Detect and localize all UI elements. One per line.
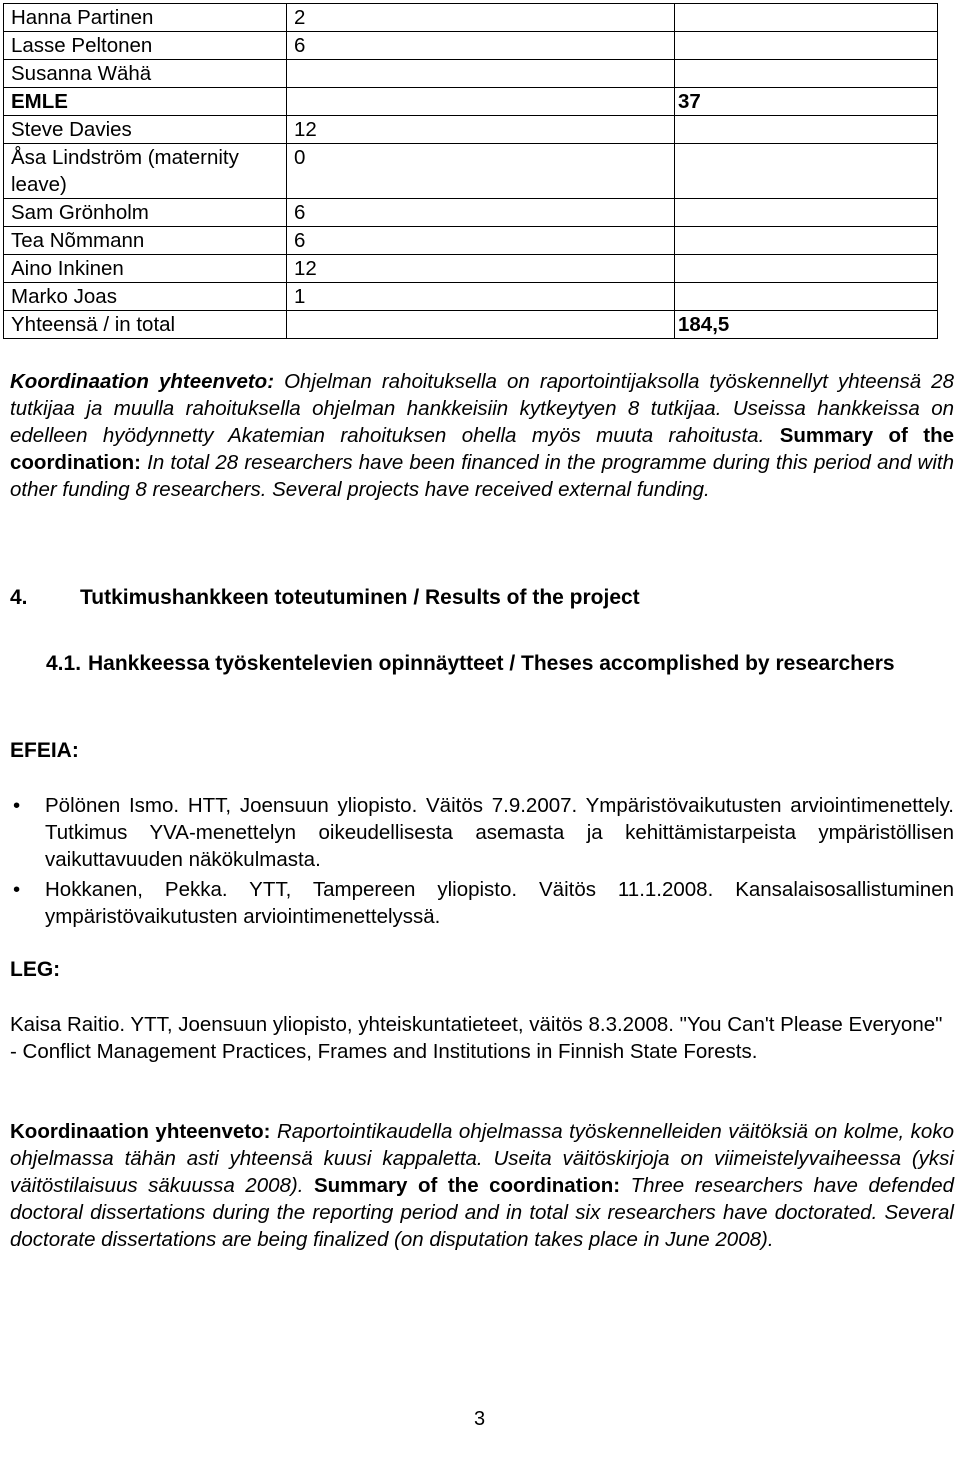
coordination-summary-1	[10, 368, 954, 503]
table-cell-total	[675, 199, 938, 227]
table-row	[4, 60, 938, 88]
table-row	[4, 199, 938, 227]
table-row	[4, 283, 938, 311]
table-row	[4, 88, 938, 116]
coordination-summary-2	[10, 1118, 954, 1253]
table-cell-value: 1	[287, 283, 675, 311]
table-cell-value: 0	[287, 144, 675, 199]
table-row	[4, 227, 938, 255]
page-number: 3	[474, 1408, 486, 1430]
table-cell-value	[287, 88, 675, 116]
en-text: In total 28 researchers have been financed in the programme during this period and with other funding 8 researchers. Several projects have received external funding.	[10, 451, 954, 501]
fi-text: Ohjelman rahoituksella on raportointijaksolla työskennellyt yhteensä 28 tutkijaa ja muulla rahoituksella ohjelman hankkeisiin kytkeytyen 8 tutkijaa. Useissa hankkeissa on edelleen hyödynnetty Akatemian rahoituksen ohella myös muuta rahoitusta.	[10, 370, 954, 447]
table-cell-name: Åsa Lindström (maternity leave)	[4, 144, 287, 199]
en-text: Three researchers have defended doctoral dissertations during the reporting period and in total six researchers have doctorated. Several doctorate dissertations are being finalized (on disputation takes place in June 2008).	[10, 1174, 954, 1251]
table-cell-value	[287, 311, 675, 339]
table-cell-value: 6	[287, 227, 675, 255]
fi-label: Koordinaation yhteenveto:	[10, 370, 275, 393]
table-cell-total	[675, 255, 938, 283]
bullet-icon: •	[13, 878, 21, 901]
section-4-1-heading: 4.1. Hankkeessa työskentelevien opinnäytteet / Theses accomplished by researchers	[46, 652, 895, 675]
table-cell-name: Aino Inkinen	[4, 255, 287, 283]
table-cell-name: Lasse Peltonen	[4, 32, 287, 60]
fi-text: Raportointikaudella ohjelmassa työskennelleiden väitöksiä on kolme, koko ohjelmassa tähän asti yhteensä kuusi kappaletta. Useita väitöskirjoja on viimeistelyvaiheessa (yksi väitöstilaisuus säkuussa 2008).	[10, 1120, 954, 1197]
bullet-icon: •	[13, 794, 21, 817]
table-cell-total	[675, 4, 938, 32]
table-cell-name: Sam Grönholm	[4, 199, 287, 227]
leg-thesis: Kaisa Raitio. YTT, Joensuun yliopisto, yhteiskuntatieteet, väitös 8.3.2008. "You Can't Please Everyone" - Conflict Management Practices, Frames and Institutions in Finnish State Forests.	[10, 1013, 943, 1063]
table-cell-total	[675, 283, 938, 311]
table-cell-name: Hanna Partinen	[4, 4, 287, 32]
table-cell-total	[675, 116, 938, 144]
table-cell-total	[675, 32, 938, 60]
table-cell-total	[675, 60, 938, 88]
table-cell-value: 6	[287, 199, 675, 227]
table-cell-name: Susanna Wähä	[4, 60, 287, 88]
list-item: • Hokkanen, Pekka. YTT, Tampereen yliopisto. Väitös 11.1.2008. Kansalaisosallistuminen ympäristövaikutusten arviointimenettelyssä.	[13, 878, 954, 928]
table-cell-name: Tea Nõmmann	[4, 227, 287, 255]
efeia-thesis-list	[10, 792, 954, 933]
list-item: • Pölönen Ismo. HTT, Joensuun yliopisto. Väitös 7.9.2007. Ympäristövaikutusten arviointimenettely. Tutkimus YVA-menettelyn oikeudellisesta asemasta ja kehittämistarpeista ympäristöllisen vaikuttavuuden näkökulmasta.	[13, 794, 954, 871]
table-row	[4, 311, 938, 339]
table-cell-name: Steve Davies	[4, 116, 287, 144]
table-cell-value: 2	[287, 4, 675, 32]
table-row	[4, 4, 938, 32]
efeia-heading: EFEIA:	[10, 739, 79, 762]
table-row	[4, 255, 938, 283]
table-row	[4, 144, 938, 199]
en-label: Summary of the coordination:	[10, 424, 955, 474]
table-cell-value: 12	[287, 255, 675, 283]
table-cell-name: Yhteensä / in total	[4, 311, 287, 339]
table-cell-value: 12	[287, 116, 675, 144]
table-cell-total	[675, 144, 938, 199]
fi-label: Koordinaation yhteenveto:	[10, 1120, 271, 1143]
table-row	[4, 116, 938, 144]
table-cell-name: EMLE	[4, 88, 287, 116]
table-cell-value: 6	[287, 32, 675, 60]
section-4-heading: 4. Tutkimushankkeen toteutuminen / Results of the project	[10, 586, 640, 609]
table-row	[4, 32, 938, 60]
table-cell-value	[287, 60, 675, 88]
leg-heading: LEG:	[10, 958, 61, 981]
en-label: Summary of the coordination:	[313, 1174, 621, 1197]
funding-table	[3, 3, 938, 339]
table-cell-name: Marko Joas	[4, 283, 287, 311]
table-cell-total: 37	[675, 88, 938, 116]
table-cell-total	[675, 227, 938, 255]
table-cell-total: 184,5	[675, 311, 938, 339]
